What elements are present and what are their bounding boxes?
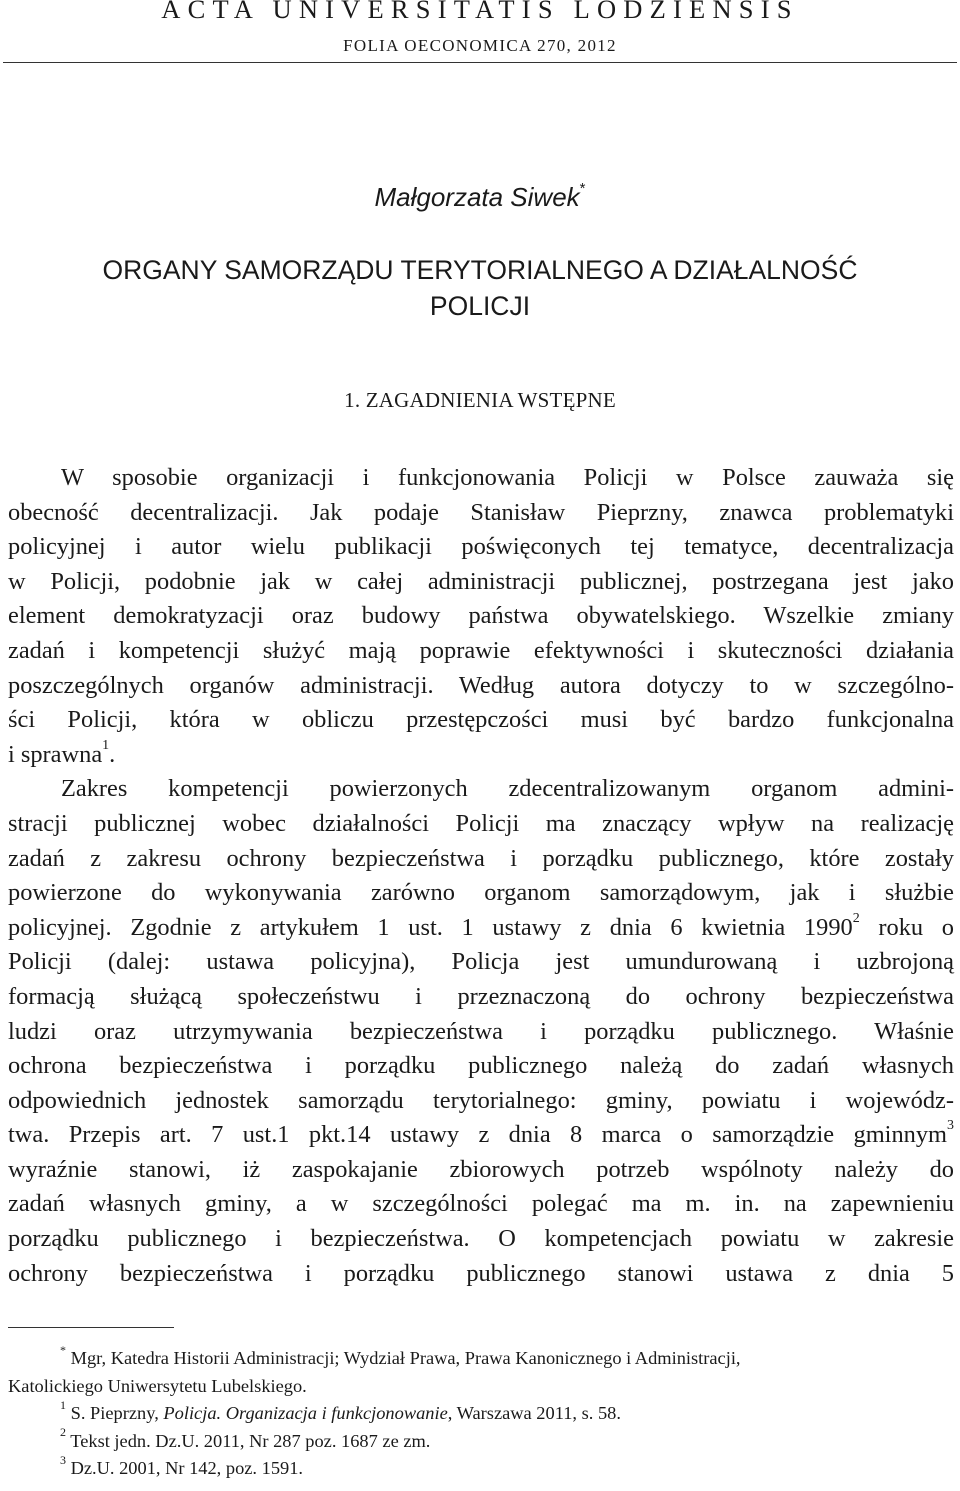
footnotes bbox=[8, 1342, 954, 1483]
body-line bbox=[8, 807, 954, 842]
body-line-text: Policji (dalej: ustawa policyjna), Policja jest umundurowaną i uzbrojoną bbox=[8, 948, 954, 976]
article-title-line-1: ORGANY SAMORZĄDU TERYTORIALNEGO A DZIAŁALNOŚĆ bbox=[102, 255, 858, 285]
body-line bbox=[8, 496, 954, 531]
footnote bbox=[8, 1373, 954, 1401]
body-line bbox=[8, 1084, 954, 1119]
body-line-text: policyjnej. Zgodnie z artykułem 1 ust. 1 ustawy z dnia 6 kwietnia 1990 bbox=[8, 913, 853, 941]
body-line-text: element demokratyzacji oraz budowy państwa obywatelskiego. Wszelkie zmiany bbox=[8, 602, 954, 630]
body-line bbox=[8, 842, 954, 877]
footnote-marker: 1 bbox=[60, 1397, 66, 1412]
body-line-text: wyraźnie stanowi, iż zaspokajanie zbiorowych potrzeb wspólnoty należy do bbox=[8, 1155, 954, 1183]
body-line-text: ludzi oraz utrzymywania bezpieczeństwa i porządku publicznego. Właśnie bbox=[8, 1017, 954, 1045]
footnote bbox=[8, 1397, 954, 1428]
footnote-text: , Warszawa 2011, s. 58. bbox=[447, 1403, 621, 1423]
article-title-line-2: POLICJI bbox=[429, 291, 531, 321]
body-line-text: odpowiednich jednostek samorządu terytorialnego: gminy, powiatu i wojewódz- bbox=[8, 1086, 954, 1114]
body-line bbox=[8, 772, 954, 807]
journal-series: FOLIA OECONOMICA 270, 2012 bbox=[343, 36, 617, 55]
body-text bbox=[8, 461, 954, 1291]
author-name: Małgorzata Siwek bbox=[374, 182, 580, 212]
footnote-rule bbox=[8, 1327, 174, 1328]
body-line-text: Zakres kompetencji powierzonych zdecentralizowanym organom admini- bbox=[61, 775, 954, 803]
body-line-text: zadań z zakresu ochrony bezpieczeństwa i porządku publicznego, które zostały bbox=[8, 844, 954, 872]
journal-header bbox=[0, 0, 960, 60]
body-line-text: formacją służącą społeczeństwu i przeznaczoną do ochrony bezpieczeństwa bbox=[8, 982, 954, 1010]
body-line-text: zadań własnych gminy, a w szczególności polegać ma m. in. na zapewnieniu bbox=[8, 1190, 954, 1218]
body-line-text: W sposobie organizacji i funkcjonowania Policji w Polsce zauważa się bbox=[61, 464, 954, 491]
body-line-text: w Policji, podobnie jak w całej administracji publicznej, postrzegana jest jako bbox=[8, 567, 954, 595]
body-line bbox=[8, 1049, 954, 1084]
footnote bbox=[8, 1452, 954, 1483]
body-line bbox=[8, 1187, 954, 1222]
body-line bbox=[8, 1015, 954, 1050]
body-line-text: policyjnej i autor wielu publikacji poświęconych tej tematyce, decentralizacja bbox=[8, 533, 954, 561]
body-line bbox=[8, 945, 954, 980]
body-line bbox=[8, 461, 954, 496]
body-line bbox=[8, 669, 954, 704]
footnote bbox=[8, 1425, 954, 1456]
body-line bbox=[8, 530, 954, 565]
footnote-text: S. Pieprzny, bbox=[66, 1403, 164, 1423]
author-footnote-marker: * bbox=[579, 180, 586, 198]
body-line bbox=[8, 911, 954, 946]
body-line bbox=[8, 565, 954, 600]
body-line bbox=[8, 738, 954, 773]
body-line-text: stracji publicznej wobec działalności Policji ma znaczący wpływ na realizację bbox=[8, 809, 954, 837]
body-line bbox=[8, 703, 954, 738]
body-line bbox=[8, 599, 954, 634]
body-line bbox=[8, 1222, 954, 1257]
body-line-text: powierzone do wykonywania zarówno organom samorządowym, jak i służbie bbox=[8, 879, 954, 907]
footnote-reference: 2 bbox=[852, 910, 860, 926]
body-line-text: ochrony bezpieczeństwa i porządku publicznego stanowi ustawa z dnia 5 bbox=[8, 1259, 954, 1287]
footnote-reference: 1 bbox=[102, 737, 110, 753]
body-line-text: ści Policji, która w obliczu przestępczości musi być bardzo funkcjonalna bbox=[8, 706, 954, 734]
footnote-marker: 2 bbox=[60, 1425, 66, 1440]
body-line-text: i sprawna bbox=[8, 740, 103, 768]
footnote-marker: * bbox=[60, 1342, 66, 1357]
body-line-text: zadań i kompetencji służyć mają poprawie efektywności i skuteczności działania bbox=[8, 636, 954, 664]
journal-title: ACTA UNIVERSITATIS LODZIENSIS bbox=[161, 0, 799, 24]
body-line bbox=[8, 876, 954, 911]
body-line-text: twa. Przepis art. 7 ust.1 pkt.14 ustawy z dnia 8 marca o samorządzie gminnym bbox=[8, 1121, 947, 1149]
footnote-text: Policja. Organizacja i funkcjonowanie bbox=[163, 1403, 448, 1423]
body-line bbox=[8, 1257, 954, 1292]
body-line bbox=[8, 1153, 954, 1188]
author-line bbox=[0, 182, 960, 213]
body-line bbox=[8, 634, 954, 669]
footnote bbox=[8, 1342, 954, 1373]
body-line-text: roku o bbox=[859, 913, 954, 941]
body-line bbox=[8, 980, 954, 1015]
body-line-text: porządku publicznego i bezpieczeństwa. O kompetencjach powiatu w zakresie bbox=[8, 1225, 954, 1253]
footnote-reference: 3 bbox=[947, 1118, 954, 1134]
body-line bbox=[8, 1118, 954, 1153]
body-line-text: poszczególnych organów administracji. Według autora dotyczy to w szczególno- bbox=[8, 671, 954, 699]
footnote-text: Katolickiego Uniwersytetu Lubelskiego. bbox=[8, 1375, 307, 1396]
section-heading: 1. ZAGADNIENIA WSTĘPNE bbox=[344, 388, 616, 412]
footnote-text: Mgr, Katedra Historii Administracji; Wydział Prawa, Prawa Kanonicznego i Administracji, bbox=[66, 1348, 741, 1368]
footnote-text: Tekst jedn. Dz.U. 2011, Nr 287 poz. 1687 ze zm. bbox=[66, 1430, 431, 1451]
header-rule bbox=[3, 62, 957, 63]
body-line-text: ochrona bezpieczeństwa i porządku publicznego należą do zadań własnych bbox=[8, 1052, 954, 1080]
body-line-text: obecność decentralizacji. Jak podaje Stanisław Pieprzny, znawca problematyki bbox=[8, 498, 954, 526]
body-line-text: . bbox=[109, 740, 116, 768]
footnote-text: Dz.U. 2001, Nr 142, poz. 1591. bbox=[66, 1458, 304, 1478]
footnote-marker: 3 bbox=[60, 1452, 66, 1467]
article-title bbox=[0, 252, 960, 324]
